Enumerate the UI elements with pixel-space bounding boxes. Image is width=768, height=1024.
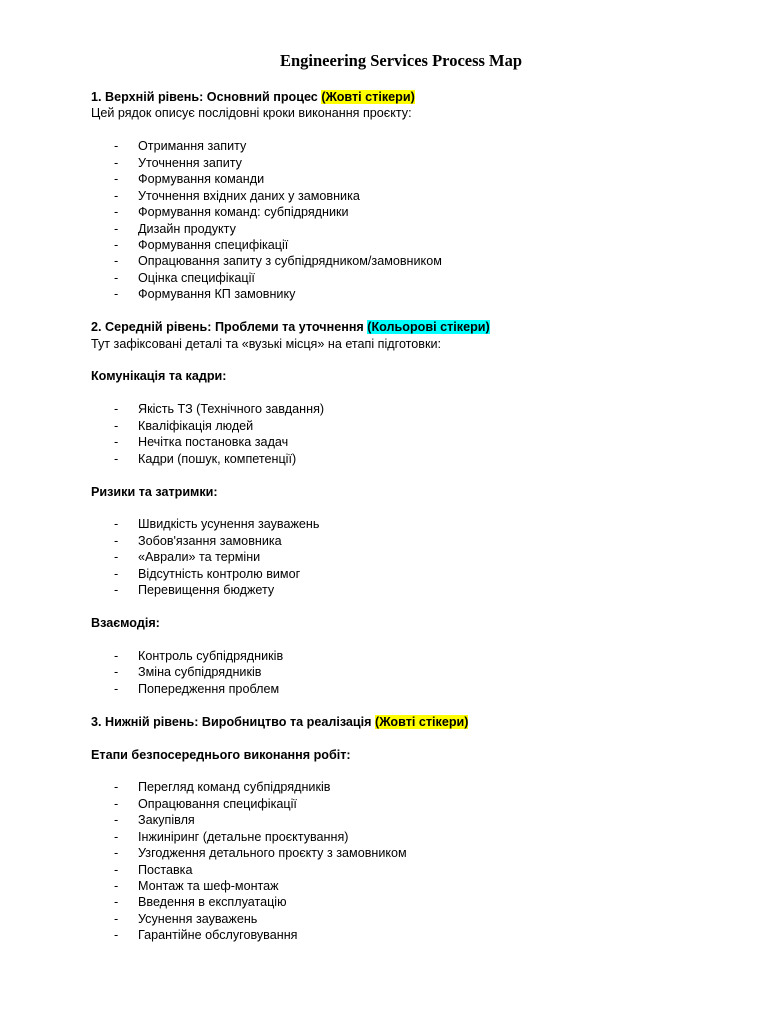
list-item-text: Закупівля [138, 813, 195, 828]
issues-list-communication [91, 401, 731, 467]
list-item-text: «Аврали» та терміни [138, 550, 261, 565]
list-item-text: Формування команд: субпідрядники [138, 205, 349, 220]
bullet-dash: - [114, 846, 119, 861]
sticker-badge-yellow: (Жовті стікери) [375, 714, 469, 729]
list-item [91, 549, 731, 565]
bullet-dash: - [114, 188, 119, 203]
sticker-badge-cyan: (Кольорові стікери) [367, 320, 490, 335]
list-item-text: Усунення зауважень [138, 911, 258, 926]
bullet-dash: - [114, 813, 119, 828]
list-item-text: Узгодження детального проєкту з замовником [138, 846, 407, 861]
list-item-text: Попередження проблем [138, 681, 280, 696]
bullet-dash: - [114, 451, 119, 466]
bullet-dash: - [114, 879, 119, 893]
spacer [91, 599, 731, 615]
bullet-dash: - [114, 665, 119, 680]
list-item [91, 253, 731, 269]
section-top-level [91, 89, 731, 319]
section-bottom-level [91, 714, 731, 944]
spacer [91, 631, 731, 647]
spacer [91, 303, 731, 319]
list-item [91, 155, 731, 171]
execution-steps-list [91, 779, 731, 943]
bullet-dash: - [114, 911, 119, 926]
list-item-text: Гарантійне обслуговування [138, 928, 298, 943]
spacer [91, 730, 731, 746]
list-item [91, 648, 731, 664]
bullet-dash: - [114, 533, 119, 548]
list-item [91, 138, 731, 154]
list-item-text: Якість ТЗ (Технічного завдання) [138, 402, 325, 417]
list-item-text: Швидкість усунення зауважень [138, 517, 320, 532]
group-heading: Взаємодія: [91, 616, 160, 630]
spacer [91, 467, 731, 483]
list-item [91, 516, 731, 532]
list-item [91, 171, 731, 187]
spacer [91, 122, 731, 138]
list-item [91, 286, 731, 302]
list-item [91, 270, 731, 286]
spacer [91, 500, 731, 516]
list-item-text: Формування специфікації [138, 237, 289, 252]
list-item [91, 451, 731, 467]
group-heading: Ризики та затримки: [91, 484, 218, 499]
list-item [91, 779, 731, 795]
section-intro: Цей рядок описує послідовні кроки виконання проєкту: [91, 106, 412, 121]
list-item [91, 894, 731, 910]
list-item-text: Монтаж та шеф-монтаж [138, 879, 279, 893]
bullet-dash: - [114, 895, 119, 910]
bullet-dash: - [114, 221, 119, 236]
section-heading-text: 3. Нижній рівень: Виробництво та реалізація [91, 714, 372, 729]
bullet-dash: - [114, 254, 119, 269]
list-item-text: Кваліфікація людей [138, 418, 254, 433]
list-item-text: Формування КП замовнику [138, 287, 296, 302]
list-item-text: Поставка [138, 862, 193, 877]
bullet-dash: - [114, 566, 119, 581]
list-item-text: Контроль субпідрядників [138, 648, 284, 663]
bullet-dash: - [114, 681, 119, 696]
bullet-dash: - [114, 780, 119, 795]
bullet-dash: - [114, 139, 119, 154]
list-item [91, 681, 731, 697]
bullet-dash: - [114, 583, 119, 598]
section-heading-text: 1. Верхній рівень: Основний процес [91, 90, 318, 104]
issues-list-interaction [91, 648, 731, 697]
list-item [91, 204, 731, 220]
bullet-dash: - [114, 205, 119, 220]
list-item [91, 796, 731, 812]
process-steps-list [91, 138, 731, 302]
bullet-dash: - [114, 287, 119, 302]
bullet-dash: - [114, 928, 119, 943]
list-item [91, 434, 731, 450]
section-heading-text: 2. Середній рівень: Проблеми та уточнення [91, 320, 364, 335]
list-item-text: Перегляд команд субпідрядників [138, 780, 331, 795]
list-item-text: Дизайн продукту [138, 221, 236, 236]
section-middle-level [91, 319, 731, 714]
spacer [91, 763, 731, 779]
issues-list-risks [91, 516, 731, 598]
bullet-dash: - [114, 270, 119, 285]
list-item [91, 664, 731, 680]
list-item-text: Уточнення вхідних даних у замовника [138, 188, 360, 203]
bullet-dash: - [114, 402, 119, 417]
list-item-text: Зміна субпідрядників [138, 665, 262, 680]
list-item-text: Інжиніринг (детальне проєктування) [138, 829, 349, 844]
bullet-dash: - [114, 829, 119, 844]
bullet-dash: - [114, 237, 119, 252]
section-heading [91, 89, 731, 105]
list-item-text: Уточнення запиту [138, 155, 242, 170]
section-heading [91, 714, 731, 730]
list-item [91, 582, 731, 598]
list-item [91, 878, 731, 894]
list-item-text: Введення в експлуатацію [138, 895, 287, 910]
list-item [91, 829, 731, 845]
bullet-dash: - [114, 550, 119, 565]
group-heading: Етапи безпосереднього виконання робіт: [91, 747, 351, 762]
bullet-dash: - [114, 155, 119, 170]
spacer [91, 352, 731, 368]
list-item-text: Перевищення бюджету [138, 583, 275, 598]
sticker-badge-yellow: (Жовті стікери) [321, 90, 415, 104]
bullet-dash: - [114, 435, 119, 450]
bullet-dash: - [114, 796, 119, 811]
list-item [91, 845, 731, 861]
spacer [91, 385, 731, 401]
list-item [91, 566, 731, 582]
list-item [91, 221, 731, 237]
list-item-text: Формування команди [138, 172, 265, 187]
document-title: Engineering Services Process Map [279, 51, 523, 70]
list-item-text: Опрацювання запиту з субпідрядником/замовником [138, 254, 442, 269]
list-item [91, 237, 731, 253]
list-item-text: Нечітка постановка задач [138, 435, 289, 450]
list-item [91, 188, 731, 204]
list-item [91, 812, 731, 828]
list-item [91, 533, 731, 549]
list-item [91, 911, 731, 927]
document-body [91, 89, 731, 944]
list-item [91, 927, 731, 943]
group-heading: Комунікація та кадри: [91, 369, 227, 384]
bullet-dash: - [114, 418, 119, 433]
section-intro: Тут зафіксовані деталі та «вузькі місця» на етапі підготовки: [91, 336, 442, 351]
section-heading [91, 319, 731, 335]
list-item [91, 418, 731, 434]
bullet-dash: - [114, 172, 119, 187]
list-item-text: Опрацювання специфікації [138, 796, 297, 811]
list-item-text: Відсутність контролю вимог [138, 566, 301, 581]
list-item-text: Оцінка специфікації [138, 270, 255, 285]
list-item [91, 862, 731, 878]
spacer [91, 697, 731, 713]
bullet-dash: - [114, 862, 119, 877]
list-item-text: Отримання запиту [138, 139, 247, 154]
list-item-text: Кадри (пошук, компетенції) [138, 451, 297, 466]
list-item-text: Зобов'язання замовника [138, 533, 282, 548]
list-item [91, 401, 731, 417]
bullet-dash: - [114, 648, 119, 663]
bullet-dash: - [114, 517, 119, 532]
